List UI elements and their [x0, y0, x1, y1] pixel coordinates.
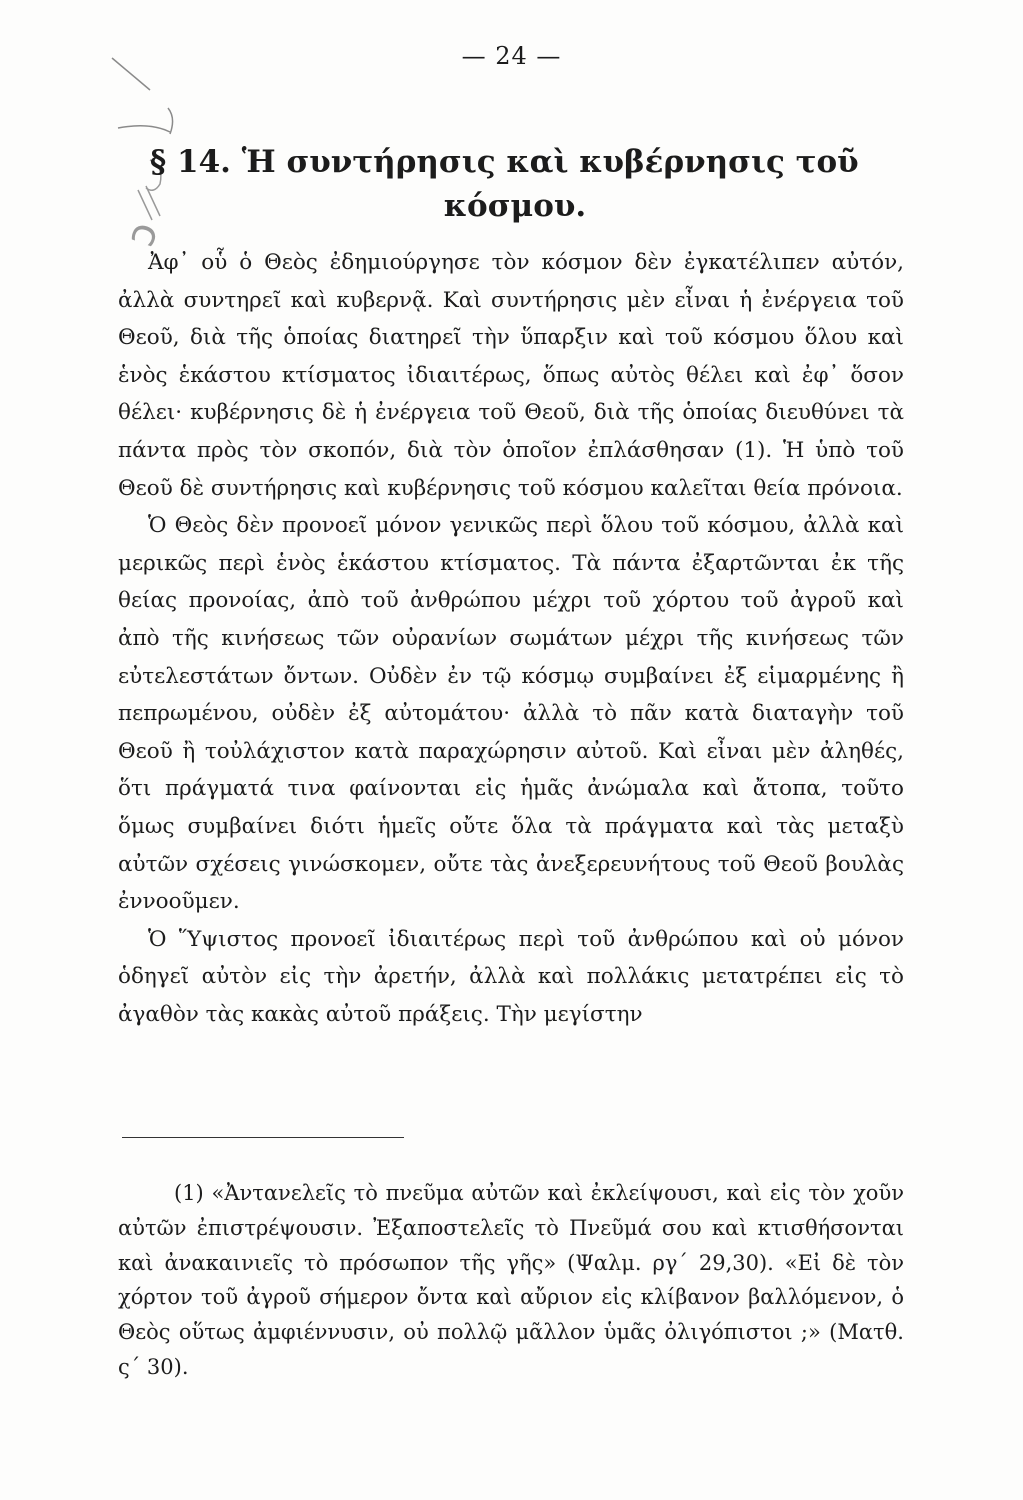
- paragraph: Ὁ Θεὸς δὲν προνοεῖ μόνον γενικῶς περὶ ὅλου τοῦ κόσμου, ἀλλὰ καὶ μερικῶς περὶ ἑνὸς ἑκάστου κτίσματος. Τὰ πάντα ἐξαρτῶνται ἐκ τῆς θείας προνοίας, ἀπὸ τοῦ ἀνθρώπου μέχρι τοῦ χόρτου τοῦ ἀγροῦ καὶ ἀπὸ τῆς κινήσεως τῶν οὐρανίων σωμάτων μέχρι τῆς κινήσεως τῶν εὐτελεστάτων ὄντων. Οὐδὲν ἐν τῷ κόσμῳ συμβαίνει ἐξ εἱμαρμένης ἢ πεπρωμένου, οὐδὲν ἐξ αὐτομάτου· ἀλλὰ τὸ πᾶν κατὰ διαταγὴν τοῦ Θεοῦ ἢ τοὐλάχιστον κατὰ παραχώρησιν αὐτοῦ. Καὶ εἶναι μὲν ἀληθές, ὅτι πράγματά τινα φαίνονται εἰς ἡμᾶς ἀνώμαλα καὶ ἄτοπα, τοῦτο ὅμως συμβαίνει διότι ἡμεῖς οὔτε ὅλα τὰ πράγματα καὶ τὰς μεταξὺ αὐτῶν σχέσεις γινώσκομεν, οὔτε τὰς ἀνεξερευνήτους τοῦ Θεοῦ βουλὰς ἐννοοῦμεν.: [118, 513, 904, 915]
- section-heading: [150, 140, 910, 228]
- pencil-stroke: [118, 126, 170, 132]
- footnote-divider: [122, 1137, 404, 1138]
- footnote: [118, 1176, 904, 1385]
- section-heading-line1: § 14. Ἡ συντήρησις καὶ κυβέρνησις τοῦ: [150, 144, 859, 180]
- paragraph: Ἀφ᾽ οὗ ὁ Θεὸς ἐδημιούργησε τὸν κόσμον δὲν ἐγκατέλιπεν αὐτόν, ἀλλὰ συντηρεῖ καὶ κυβερνᾷ. Καὶ συντήρησις μὲν εἶναι ἡ ἐνέργεια τοῦ Θεοῦ, διὰ τῆς ὁποίας διατηρεῖ τὴν ὕπαρξιν καὶ τοῦ κόσμου ὅλου καὶ ἑνὸς ἑκάστου κτίσματος ἰδιαιτέρως, ὅπως αὐτὸς θέλει καὶ ἐφ᾽ ὅσον θέλει· κυβέρνησις δὲ ἡ ἐνέργεια τοῦ Θεοῦ, διὰ τῆς ὁποίας διευθύνει τὰ πάντα πρὸς τὸν σκοπόν, διὰ τὸν ὁποῖον ἐπλάσθησαν (1). Ἡ ὑπὸ τοῦ Θεοῦ δὲ συντήρησις καὶ κυβέρνησις τοῦ κόσμου καλεῖται θεία πρόνοια.: [118, 250, 904, 501]
- pencil-scribble: ↄ: [116, 215, 168, 253]
- pencil-stroke: [168, 108, 173, 134]
- footnote-text: (1) «Ἀντανελεῖς τὸ πνεῦμα αὐτῶν καὶ ἐκλείψουσι, καὶ εἰς τὸν χοῦν αὐτῶν ἐπιστρέψουσιν. Ἐξαποστελεῖς τὸ Πνεῦμά σου καὶ κτισθήσονται καὶ ἀνακαινιεῖς τὸ πρόσωπον τῆς γῆς» (Ψαλμ. ργ΄ 29,30). «Εἰ δὲ τὸν χόρτον τοῦ ἀγροῦ σήμερον ὄντα καὶ αὔριον εἰς κλίβανον βαλλόμενον, ὁ Θεὸς οὕτως ἀμφιέννυσιν, οὐ πολλῷ μᾶλλον ὑμᾶς ὀλιγόπιστοι ;» (Ματθ. ς΄ 30).: [118, 1181, 904, 1379]
- page-number: — 24 —: [461, 42, 562, 70]
- paragraph: Ὁ Ὕψιστος προνοεῖ ἰδιαιτέρως περὶ τοῦ ἀνθρώπου καὶ οὐ μόνον ὁδηγεῖ αὐτὸν εἰς τὴν ἀρετήν, ἀλλὰ καὶ πολλάκις μετατρέπει εἰς τὸ ἀγαθὸν τὰς κακὰς αὐτοῦ πράξεις. Τὴν μεγίστην: [118, 926, 904, 1027]
- section-heading-line2: κόσμου.: [443, 188, 587, 224]
- body-text: [118, 244, 904, 1033]
